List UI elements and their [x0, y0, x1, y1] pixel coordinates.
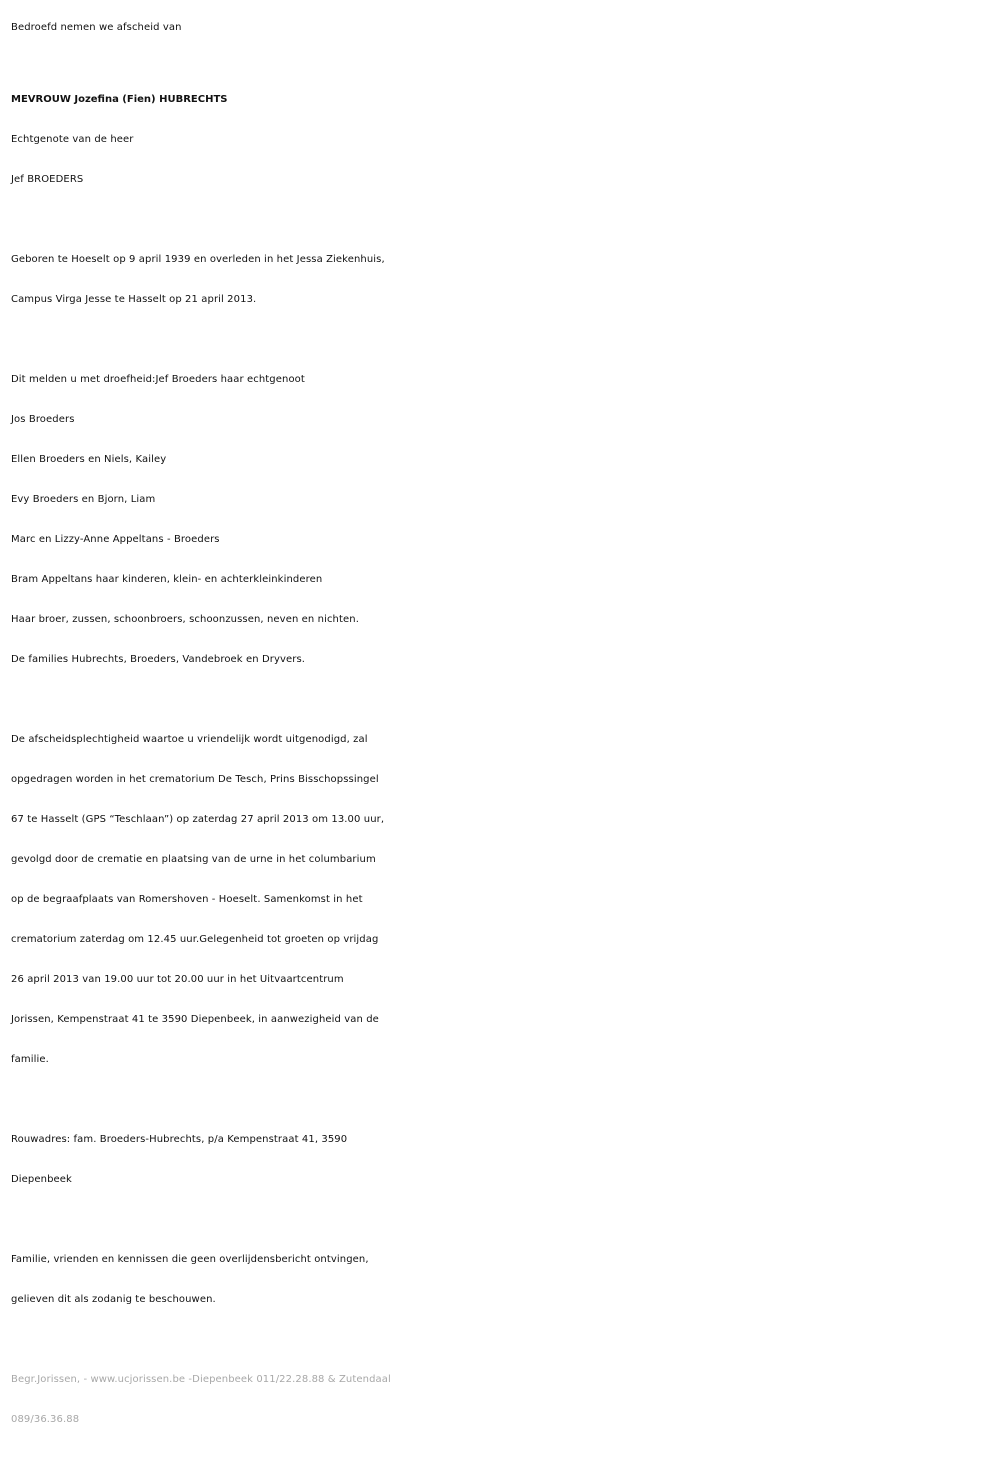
notice-line: Familie, vrienden en kennissen die geen overlijdensbericht ontvingen,: [11, 1254, 369, 1265]
ceremony-line: 67 te Hasselt (GPS “Teschlaan”) op zaterdag 27 april 2013 om 13.00 uur,: [11, 814, 385, 825]
family-line: Evy Broeders en Bjorn, Liam: [11, 494, 156, 505]
family-line: Jos Broeders: [11, 414, 75, 425]
deceased-name: MEVROUW Jozefina (Fien) HUBRECHTS: [11, 94, 228, 105]
family-line: Dit melden u met droefheid:Jef Broeders haar echtgenoot: [11, 374, 305, 385]
funeral-home-footer: [11, 1360, 991, 1440]
family-block: [11, 360, 991, 680]
birth-death-line: Campus Virga Jesse te Hasselt op 21 april 2013.: [11, 294, 257, 305]
ceremony-line: De afscheidsplechtigheid waartoe u vriendelijk wordt uitgenodigd, zal: [11, 734, 368, 745]
family-line: Marc en Lizzy-Anne Appeltans - Broeders: [11, 534, 220, 545]
intro-text: Bedroefd nemen we afscheid van: [11, 22, 182, 33]
footer-line: 089/36.36.88: [11, 1414, 80, 1425]
ceremony-line: op de begraafplaats van Romershoven - Hoeselt. Samenkomst in het: [11, 894, 363, 905]
ceremony-line: crematorium zaterdag om 12.45 uur.Gelegenheid tot groeten op vrijdag: [11, 934, 379, 945]
notice-block: [11, 1240, 991, 1320]
spouse-line: Jef BROEDERS: [11, 174, 84, 185]
ceremony-line: opgedragen worden in het crematorium De Tesch, Prins Bisschopssingel: [11, 774, 379, 785]
spouse-line: Echtgenote van de heer: [11, 134, 134, 145]
family-line: De families Hubrechts, Broeders, Vandebroek en Dryvers.: [11, 654, 306, 665]
ceremony-line: gevolgd door de crematie en plaatsing van de urne in het columbarium: [11, 854, 376, 865]
notice-line: gelieven dit als zodanig te beschouwen.: [11, 1294, 216, 1305]
address-line: Rouwadres: fam. Broeders-Hubrechts, p/a Kempenstraat 41, 3590: [11, 1134, 348, 1145]
birth-death-block: [11, 240, 991, 320]
ceremony-line: Jorissen, Kempenstraat 41 te 3590 Diepenbeek, in aanwezigheid van de: [11, 1014, 379, 1025]
mourning-address-block: [11, 1120, 991, 1200]
family-line: Haar broer, zussen, schoonbroers, schoonzussen, neven en nichten.: [11, 614, 359, 625]
footer-line: Begr.Jorissen, - www.ucjorissen.be -Diepenbeek 011/22.28.88 & Zutendaal: [11, 1374, 391, 1385]
address-line: Diepenbeek: [11, 1174, 72, 1185]
ceremony-line: familie.: [11, 1054, 49, 1065]
spouse-block: [11, 120, 991, 200]
family-line: Ellen Broeders en Niels, Kailey: [11, 454, 167, 465]
obituary-notice: [11, 8, 991, 1440]
family-line: Bram Appeltans haar kinderen, klein- en achterkleinkinderen: [11, 574, 323, 585]
ceremony-line: 26 april 2013 van 19.00 uur tot 20.00 uur in het Uitvaartcentrum: [11, 974, 344, 985]
ceremony-block: [11, 720, 991, 1080]
birth-death-line: Geboren te Hoeselt op 9 april 1939 en overleden in het Jessa Ziekenhuis,: [11, 254, 385, 265]
